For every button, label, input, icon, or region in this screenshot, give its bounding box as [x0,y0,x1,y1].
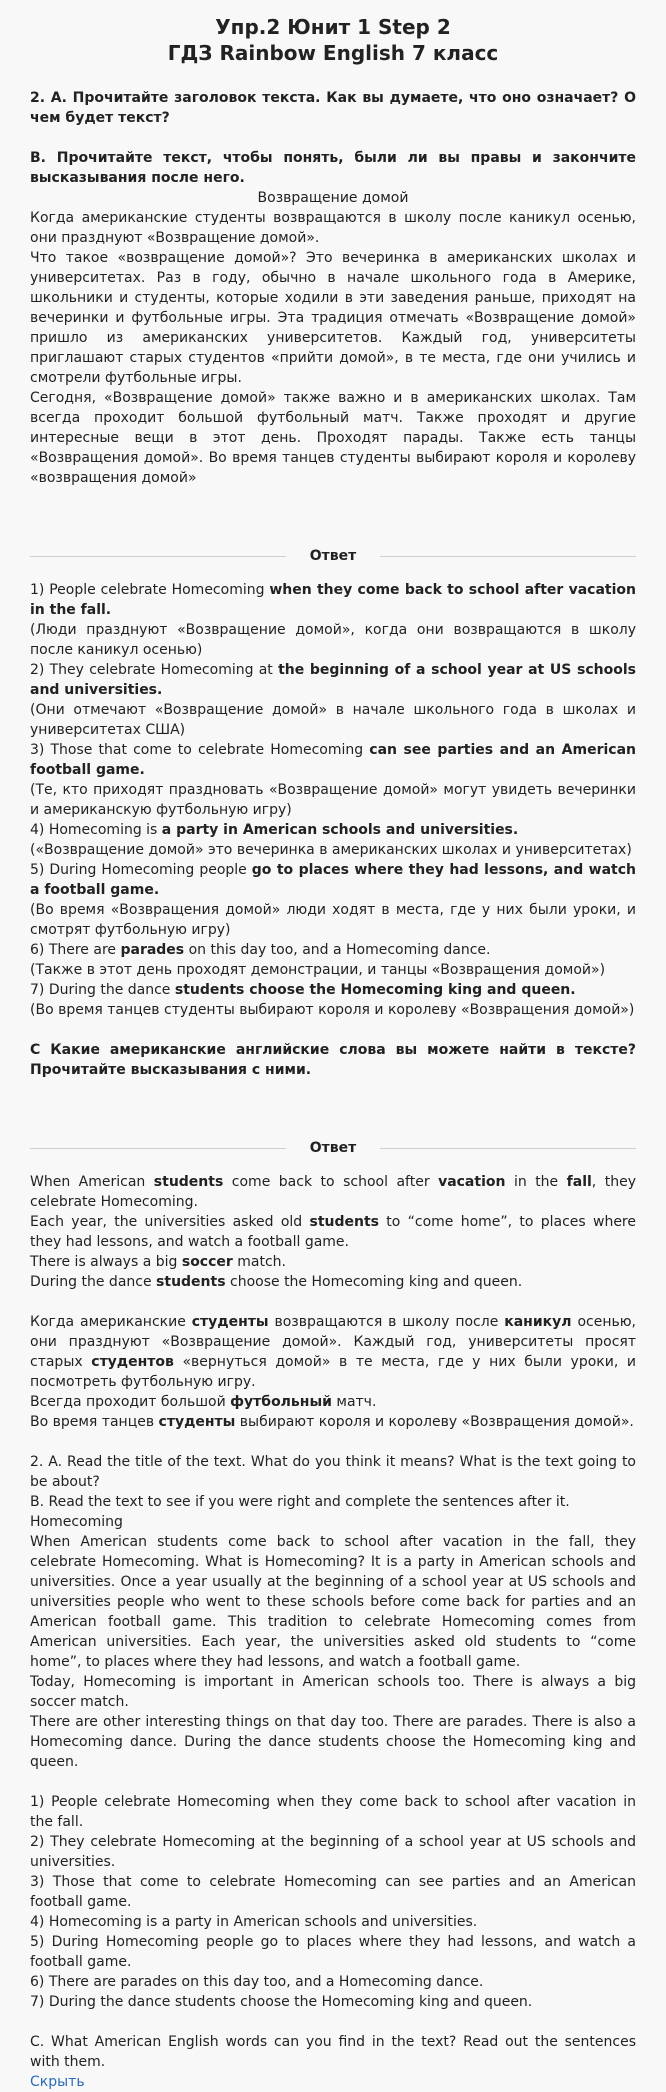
american-word: студентов [91,1354,174,1370]
answer-highlight: when they come back to school after vacation in the fall. [30,582,636,618]
answer-text: 3) Those that come to celebrate Homecoming [30,742,370,758]
sentence-text: выбирают короля и королеву «Возвращения домой». [235,1414,634,1430]
original-paragraph: When American students come back to school after vacation in the fall, they celebrate Homecoming. What is Homecoming? It is a party in American schools and universities. Once a year usually at the beginning of a school year at US schools and universities people who went to these schools before come back for parties and an American football game. This tradition to celebrate Homecoming comes from American universities. Each year, the universities asked old students to “come home”, to places where they had lessons, and watch a football game. [30,1534,636,1670]
answer-highlight: can see parties and an American football game. [30,742,636,778]
answer-b-translation-5: (Во время «Возвращения домой» люди ходят в места, где у них были уроки, и смотрят футбольную игру) [30,902,636,938]
answer-highlight: the beginning of a school year at US schools and universities. [30,662,637,698]
sentence-text: Each year, the universities asked old [30,1214,310,1230]
answer-text: 4) Homecoming is [30,822,162,838]
american-word: fall [566,1174,592,1190]
answer-b-translation-6: (Также в этот день проходят демонстрации, и танцы «Возвращения домой») [30,962,606,978]
american-word: каникул [504,1314,572,1330]
answer-b-7 [30,980,636,1000]
sentence-text: Когда американские [30,1314,192,1330]
answer-b-3 [30,740,636,780]
russian-paragraph: Когда американские студенты возвращаются в школу после каникул осенью, они празднуют «Возвращение домой». [30,210,636,246]
original-sentence-3: 3) Those that come to celebrate Homecoming can see parties and an American football game. [30,1874,636,1910]
american-word: soccer [181,1254,233,1270]
answer-label: Ответ [309,548,357,564]
american-word: vacation [438,1174,506,1190]
answers-b-list [30,580,636,1020]
answer-text: on this day too, and a Homecoming dance. [184,942,491,958]
answer-b-5 [30,860,636,900]
answer-b-1 [30,580,636,620]
original-sentence-6: 6) There are parades on this day too, and a Homecoming dance. [30,1974,484,1990]
american-word: футбольный [230,1394,332,1410]
original-sentence-2: 2) They celebrate Homecoming at the beginning of a school year at US schools and universities. [30,1834,636,1870]
task-b: В. Прочитайте текст, чтобы понять, были ли вы правы и закончите высказывания после него. [30,150,636,186]
answer-c-ru-2 [30,1392,636,1412]
answers-c-russian [30,1312,636,1432]
answer-label: Ответ [309,1140,357,1156]
russian-text [30,188,636,488]
original-task-a: 2. A. Read the title of the text. What do you think it means? What is the text going to be about? [30,1454,636,1490]
divider-line [30,556,286,557]
answer-text: 2) They celebrate Homecoming at [30,662,279,678]
answer-text: 5) During Homecoming people [30,862,252,878]
sentence-text: come back to school after [223,1174,439,1190]
american-word: студенты [191,1314,269,1330]
divider-line [30,1148,286,1149]
task-c: С Какие американские английские слова вы можете найти в тексте? Прочитайте высказывания с ними. [30,1042,636,1078]
original-sentence-1: 1) People celebrate Homecoming when they come back to school after vacation in the fall. [30,1794,636,1830]
answer-highlight: students choose the Homecoming king and queen. [174,982,576,998]
answer-c-ru-3 [30,1412,636,1432]
russian-paragraph: Сегодня, «Возвращение домой» также важно и в американских школах. Там всегда проходит большой футбольный матч. Также проходят и другие интересные вещи в этот день. Проходят парады. Также есть танцы «Возвращения домой». Во время танцев студенты выбирают короля и королеву «возвращения домой» [30,390,636,486]
answer-text: 6) There are [30,942,121,958]
original-sentences-list [30,1792,636,2012]
answer-b-4 [30,820,636,840]
answer-b-translation-2: (Они отмечают «Возвращение домой» в начале школьного года в школах и университетах США) [30,702,636,738]
sentence-text: Во время танцев [30,1414,159,1430]
original-paragraph: There are other interesting things on that day too. There are parades. There is also a Homecoming dance. During the dance students choose the Homecoming king and queen. [30,1714,636,1770]
answer-b-translation-4: («Возвращение домой» это вечеринка в американских школах и университетах) [30,842,632,858]
answer-c-ru-1 [30,1312,636,1392]
answer-b-2 [30,660,636,700]
answer-highlight: go to places where they had lessons, and watch a football game. [30,862,636,898]
russian-text-title: Возвращение домой [257,190,409,206]
original-paragraph: Today, Homecoming is important in American schools too. There is always a big soccer match. [30,1674,636,1710]
original-english-text [30,1452,636,2072]
answer-b-translation-1: (Люди празднуют «Возвращение домой», когда они возвращаются в школу после каникул осенью) [30,622,636,658]
american-word: студенты [158,1414,236,1430]
american-word: students [309,1214,380,1230]
russian-paragraph: Что такое «возвращение домой»? Это вечеринка в американских школах и университетах. Раз в году, обычно в начале школьного года в Америке, школьники и студенты, которые ходили в эти заведения раньше, приходят на вечеринки и футбольные игры. Эта традиция отмечать «Возвращение домой» пришло из американских университетов. Каждый год, университеты приглашают старых студентов «прийти домой», в те места, где они учились и смотрели футбольные игры. [30,250,636,386]
original-sentence-7: 7) During the dance students choose the Homecoming king and queen. [30,1994,533,2010]
page-subtitle: ГДЗ Rainbow English 7 класс [167,41,499,65]
answer-highlight: parades [120,942,185,958]
sentence-text: There is always a big [30,1254,182,1270]
divider-line [380,1148,636,1149]
sentence-text: возвращаются в школу после [268,1314,505,1330]
sentence-text: When American [30,1174,154,1190]
sentence-text: match. [232,1254,286,1270]
sentence-text: осенью, они празднуют «Возвращение домой». Каждый год, университеты просят старых [30,1314,636,1370]
answer-text: 7) During the dance [30,982,175,998]
american-word: students [156,1274,226,1290]
answer-c-en-2 [30,1212,636,1252]
hide-link[interactable]: Скрыть [30,2074,85,2090]
sentence-text: «вернуться домой» в те места, где у них были уроки, и посмотреть футбольную игру. [30,1354,636,1390]
sentence-text: During the dance [30,1274,157,1290]
divider-line [380,556,636,557]
answer-highlight: a party in American schools and universities. [161,822,519,838]
sentence-text: in the [505,1174,567,1190]
answer-text: 1) People celebrate Homecoming [30,582,270,598]
sentence-text: матч. [331,1394,377,1410]
sentence-text: Всегда проходит большой [30,1394,231,1410]
answers-c-english [30,1172,636,1292]
task-a: 2. А. Прочитайте заголовок текста. Как вы думаете, что оно означает? О чем будет текст? [30,90,636,126]
american-word: students [153,1174,224,1190]
original-task-c: C. What American English words can you find in the text? Read out the sentences with them. [30,2034,636,2070]
sentence-text: choose the Homecoming king and queen. [225,1274,523,1290]
answer-divider-2 [30,1138,636,1158]
original-task-b: B. Read the text to see if you were right and complete the sentences after it. [30,1494,570,1510]
answer-b-translation-3: (Те, кто приходят праздновать «Возвращение домой» могут увидеть вечеринки и американскую футбольную игру) [30,782,636,818]
answer-b-translation-7: (Во время танцев студенты выбирают короля и королеву «Возвращения домой») [30,1002,635,1018]
original-title: Homecoming [30,1514,123,1530]
original-sentence-4: 4) Homecoming is a party in American schools and universities. [30,1914,478,1930]
sentence-text: to “come home”, to places where they had lessons, and watch a football game. [30,1214,636,1250]
answer-c-en-4 [30,1272,636,1292]
answer-divider-1 [30,546,636,566]
answer-b-6 [30,940,636,960]
answer-c-en-1 [30,1172,636,1212]
page-title: Упр.2 Юнит 1 Step 2 [215,15,451,39]
answer-c-en-3 [30,1252,636,1272]
sentence-text: , they celebrate Homecoming. [30,1174,636,1210]
original-sentence-5: 5) During Homecoming people go to places where they had lessons, and watch a football game. [30,1934,636,1970]
